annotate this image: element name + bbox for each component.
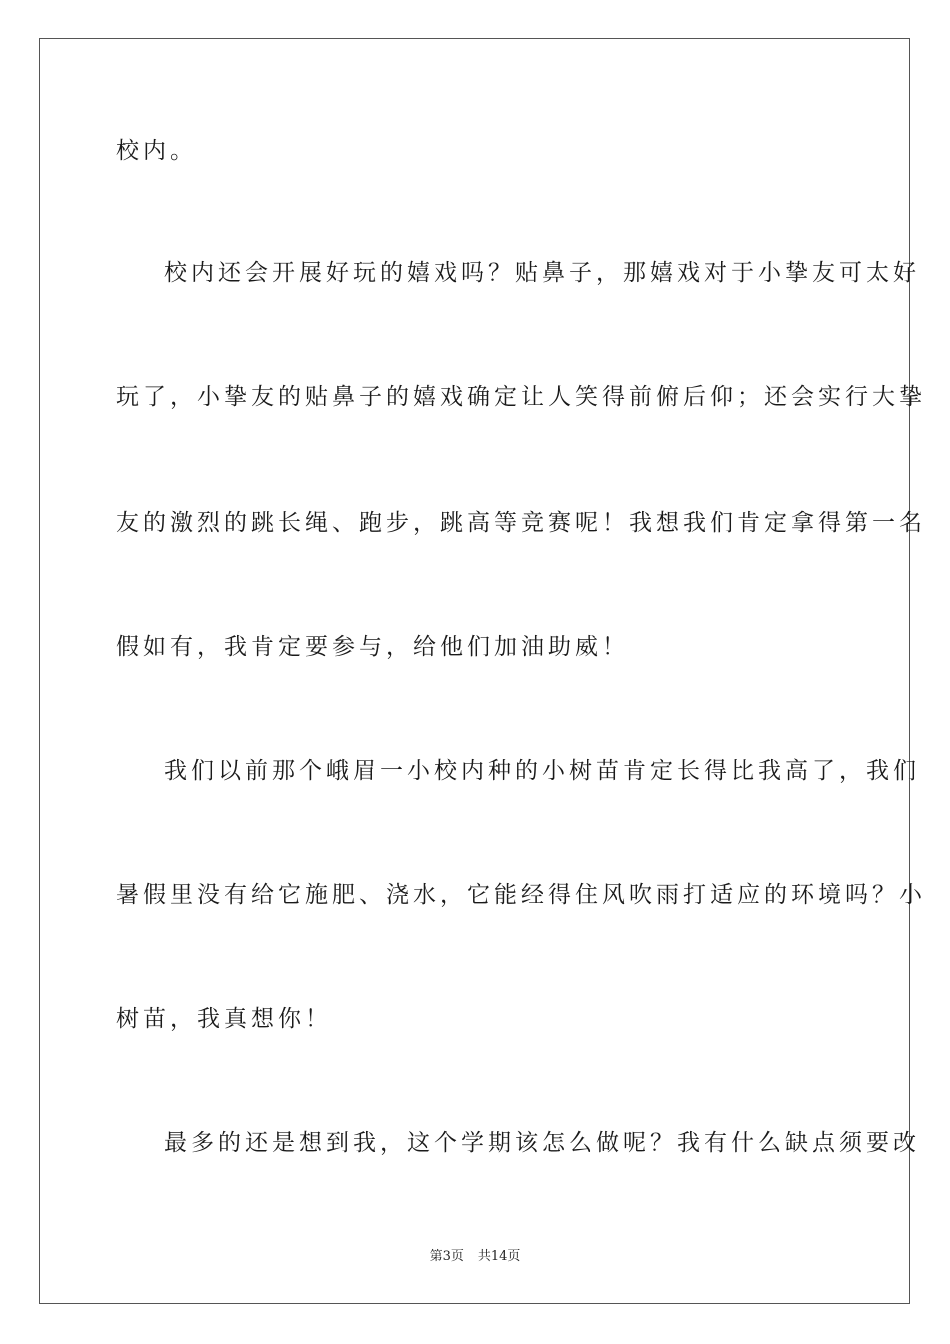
text-line-2: 校内还会开展好玩的嬉戏吗？贴鼻子，那嬉戏对于小挚友可太好 <box>164 260 920 286</box>
text-line-3: 玩了，小挚友的贴鼻子的嬉戏确定让人笑得前俯后仰；还会实行大挚 <box>116 384 926 410</box>
page-total: 共14页 <box>477 1249 521 1264</box>
text-line-7: 暑假里没有给它施肥、浇水，它能经得住风吹雨打适应的环境吗？小 <box>116 882 926 908</box>
text-line-8: 树苗，我真想你！ <box>116 1006 332 1032</box>
text-line-1: 校内。 <box>116 138 197 164</box>
page-footer <box>0 1248 950 1266</box>
page-border <box>39 38 910 1304</box>
text-line-6: 我们以前那个峨眉一小校内种的小树苗肯定长得比我高了，我们 <box>164 758 920 784</box>
text-line-4: 友的激烈的跳长绳、跑步，跳高等竞赛呢！我想我们肯定拿得第一名 <box>116 510 926 536</box>
text-line-9: 最多的还是想到我，这个学期该怎么做呢？我有什么缺点须要改 <box>164 1130 920 1156</box>
page-number: 第3页 <box>429 1249 464 1264</box>
text-line-5: 假如有，我肯定要参与，给他们加油助威！ <box>116 634 629 660</box>
